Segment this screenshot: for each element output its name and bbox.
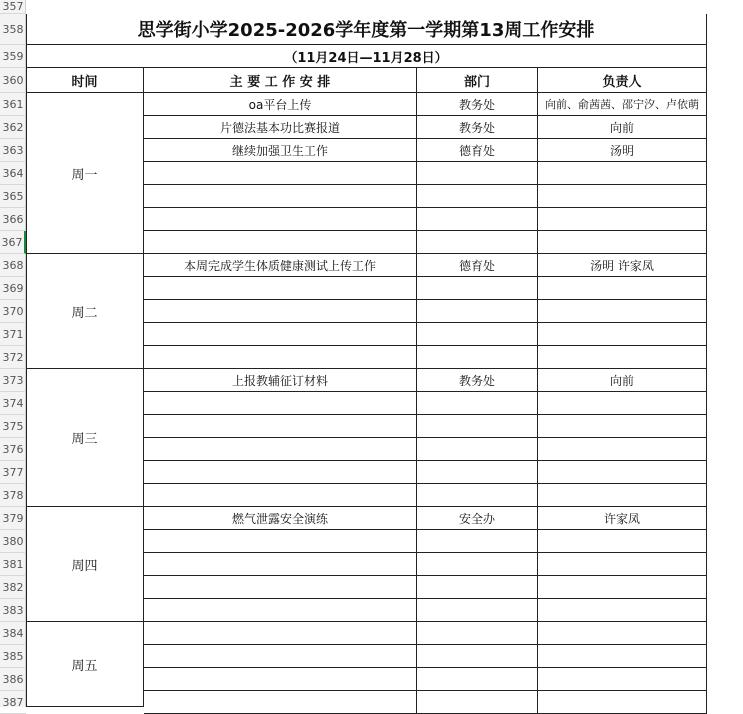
person-cell[interactable] [538,484,707,507]
row-number[interactable]: 366 [0,208,26,231]
row-number[interactable]: 376 [0,438,26,461]
person-cell[interactable] [538,208,707,231]
person-cell[interactable] [538,162,707,185]
dept-cell[interactable] [417,691,538,714]
dept-cell[interactable] [417,668,538,691]
dept-cell[interactable] [417,438,538,461]
dept-cell[interactable] [417,645,538,668]
task-cell[interactable] [144,346,417,369]
row-number[interactable]: 386 [0,668,26,691]
task-cell[interactable] [144,576,417,599]
dept-cell[interactable] [417,576,538,599]
person-cell[interactable] [538,277,707,300]
person-cell[interactable] [538,392,707,415]
row-number[interactable]: 367 [0,231,26,254]
dept-cell[interactable] [417,185,538,208]
dept-cell[interactable]: 德育处 [417,139,538,162]
row-number[interactable]: 381 [0,553,26,576]
person-cell[interactable]: 向前、俞茜茜、邵宁汐、卢依萌 [538,93,707,116]
task-cell[interactable] [144,691,417,714]
row-number[interactable]: 364 [0,162,26,185]
dept-cell[interactable] [417,530,538,553]
task-cell[interactable] [144,392,417,415]
person-cell[interactable] [538,323,707,346]
row-number[interactable]: 365 [0,185,26,208]
day-label[interactable]: 周五 [26,622,144,707]
sheet-title[interactable]: 思学街小学2025-2026学年度第一学期第13周工作安排 [26,14,707,45]
dept-cell[interactable] [417,484,538,507]
row-number[interactable]: 375 [0,415,26,438]
dept-cell[interactable] [417,599,538,622]
header-person[interactable]: 负责人 [538,68,707,93]
task-cell[interactable]: 燃气泄露安全演练 [144,507,417,530]
row-number[interactable]: 383 [0,599,26,622]
row-number[interactable]: 368 [0,254,26,277]
dept-cell[interactable]: 教务处 [417,93,538,116]
person-cell[interactable] [538,461,707,484]
row-number[interactable]: 362 [0,116,26,139]
task-cell[interactable] [144,438,417,461]
row-number[interactable]: 382 [0,576,26,599]
task-cell[interactable] [144,484,417,507]
row-number[interactable]: 378 [0,484,26,507]
dept-cell[interactable]: 教务处 [417,369,538,392]
day-label[interactable]: 周二 [26,254,144,369]
dept-cell[interactable]: 德育处 [417,254,538,277]
row-number[interactable]: 374 [0,392,26,415]
dept-cell[interactable] [417,392,538,415]
row-number[interactable]: 379 [0,507,26,530]
dept-cell[interactable] [417,415,538,438]
row-number[interactable]: 372 [0,346,26,369]
row-number[interactable]: 369 [0,277,26,300]
header-tasks[interactable]: 主 要 工 作 安 排 [144,68,417,93]
row-number-column [0,0,26,707]
person-cell[interactable] [538,668,707,691]
dept-cell[interactable]: 安全办 [417,507,538,530]
person-cell[interactable] [538,346,707,369]
row-number[interactable]: 384 [0,622,26,645]
row-number[interactable]: 371 [0,323,26,346]
task-cell[interactable]: 继续加强卫生工作 [144,139,417,162]
task-cell[interactable] [144,645,417,668]
row-number[interactable]: 373 [0,369,26,392]
row-number[interactable]: 387 [0,691,26,714]
person-cell[interactable] [538,622,707,645]
dept-cell[interactable] [417,231,538,254]
date-range[interactable]: （11月24日—11月28日） [26,45,707,68]
day-label[interactable]: 周一 [26,93,144,254]
task-cell[interactable] [144,461,417,484]
dept-cell[interactable] [417,162,538,185]
person-cell[interactable]: 汤明 [538,139,707,162]
person-cell[interactable]: 许家凤 [538,507,707,530]
dept-cell[interactable] [417,300,538,323]
day-label[interactable]: 周四 [26,507,144,622]
dept-cell[interactable] [417,346,538,369]
task-cell[interactable] [144,553,417,576]
person-cell[interactable] [538,691,707,714]
dept-cell[interactable] [417,622,538,645]
spreadsheet-grid [26,0,743,707]
person-cell[interactable]: 汤明 许家凤 [538,254,707,277]
header-time[interactable]: 时间 [26,68,144,93]
row-number[interactable]: 380 [0,530,26,553]
task-cell[interactable]: 片德法基本功比赛报道 [144,116,417,139]
person-cell[interactable] [538,576,707,599]
person-cell[interactable] [538,438,707,461]
person-cell[interactable] [538,553,707,576]
task-cell[interactable]: 本周完成学生体质健康测试上传工作 [144,254,417,277]
person-cell[interactable] [538,231,707,254]
person-cell[interactable] [538,185,707,208]
task-cell[interactable] [144,415,417,438]
person-cell[interactable] [538,645,707,668]
task-cell[interactable] [144,277,417,300]
dept-cell[interactable] [417,553,538,576]
task-cell[interactable] [144,300,417,323]
person-cell[interactable]: 向前 [538,116,707,139]
row-number[interactable]: 370 [0,300,26,323]
person-cell[interactable]: 向前 [538,369,707,392]
task-cell[interactable] [144,185,417,208]
task-cell[interactable] [144,323,417,346]
person-cell[interactable] [538,415,707,438]
row-number[interactable]: 363 [0,139,26,162]
person-cell[interactable] [538,530,707,553]
dept-cell[interactable] [417,323,538,346]
task-cell[interactable] [144,622,417,645]
row-number[interactable]: 357 [0,0,26,14]
task-cell[interactable] [144,162,417,185]
task-cell[interactable] [144,231,417,254]
task-cell[interactable] [144,668,417,691]
person-cell[interactable] [538,599,707,622]
task-cell[interactable] [144,599,417,622]
row-number[interactable]: 359 [0,45,26,68]
task-cell[interactable] [144,530,417,553]
person-cell[interactable] [538,300,707,323]
task-cell[interactable]: oa平台上传 [144,93,417,116]
dept-cell[interactable] [417,461,538,484]
dept-cell[interactable] [417,208,538,231]
row-number[interactable]: 358 [0,14,26,45]
row-number[interactable]: 361 [0,93,26,116]
header-dept[interactable]: 部门 [417,68,538,93]
row-number[interactable]: 377 [0,461,26,484]
row-number[interactable]: 385 [0,645,26,668]
dept-cell[interactable]: 教务处 [417,116,538,139]
dept-cell[interactable] [417,277,538,300]
task-cell[interactable] [144,208,417,231]
task-cell[interactable]: 上报教辅征订材料 [144,369,417,392]
day-label[interactable]: 周三 [26,369,144,507]
row-number[interactable]: 360 [0,68,26,93]
